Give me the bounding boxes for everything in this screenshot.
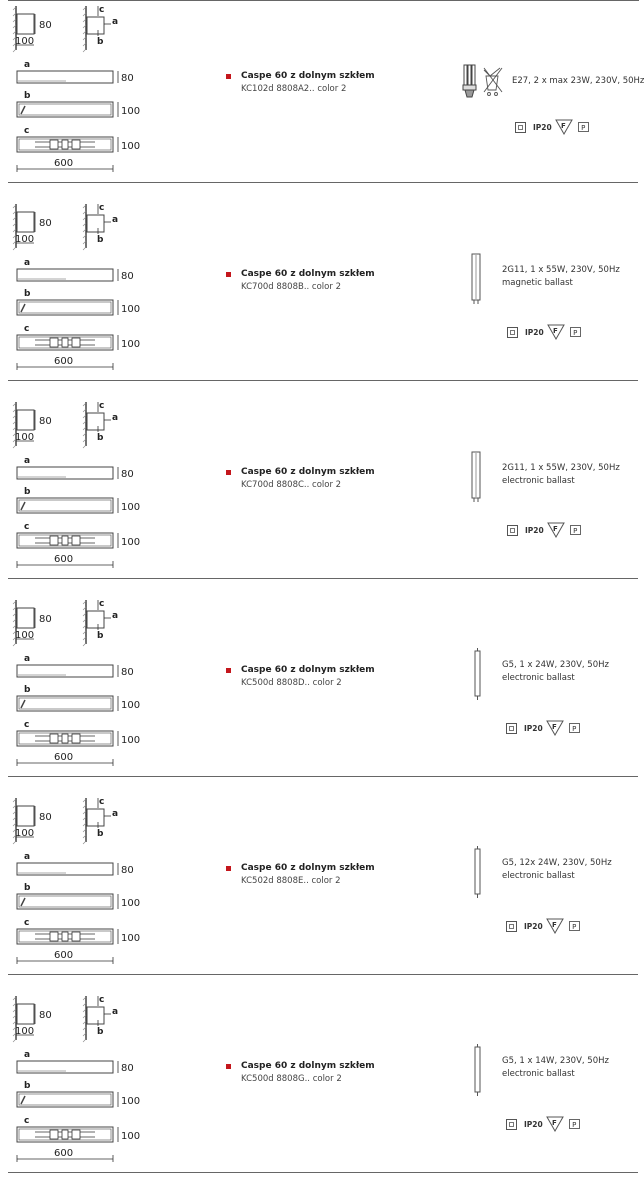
- product-code: KC500d 8808G.. color 2: [241, 1074, 342, 1084]
- label-c: c: [24, 720, 30, 730]
- lamp-icon: [474, 846, 482, 904]
- ip-rating: IP20: [524, 1119, 543, 1129]
- lamp-spec: [502, 264, 620, 290]
- dim-80-a: 80: [121, 469, 134, 480]
- svg-text:F: F: [551, 723, 557, 731]
- p-mark-icon: P: [578, 122, 589, 132]
- label-b: b: [24, 289, 31, 299]
- lamp-icon: [474, 1044, 482, 1102]
- label-a: a: [24, 654, 31, 664]
- product-code: KC700d 8808C.. color 2: [241, 480, 342, 490]
- dim-100-side: 100: [15, 234, 35, 245]
- spec-line-1: G5, 1 x 14W, 230V, 50Hz: [502, 1056, 609, 1066]
- bullet-icon: [226, 272, 231, 277]
- product-info: [226, 862, 446, 887]
- spec-line-2: electronic ballast: [502, 476, 575, 486]
- class-ii-icon: [515, 122, 526, 133]
- spec-line-1: E27, 2 x max 23W, 230V, 50Hz: [512, 76, 644, 86]
- label-b-side: b: [97, 433, 104, 443]
- label-a: a: [24, 60, 31, 70]
- dimension-drawing: [10, 2, 140, 180]
- label-c-side: c: [99, 401, 105, 411]
- svg-text:F: F: [560, 122, 566, 130]
- svg-text:F: F: [552, 525, 558, 533]
- dim-100-side: 100: [15, 36, 35, 47]
- row-divider: [8, 1172, 638, 1173]
- ip-rating: IP20: [524, 723, 543, 733]
- product-name[interactable]: Caspe 60 z dolnym szkłem: [241, 863, 375, 873]
- ip-rating: IP20: [524, 921, 543, 931]
- product-info: [226, 466, 446, 491]
- dim-80-a: 80: [121, 1063, 134, 1074]
- f-mark-icon: [547, 522, 565, 538]
- label-c: c: [24, 522, 30, 532]
- f-mark-icon: [555, 119, 573, 135]
- dimension-drawing: [10, 596, 140, 774]
- row-divider: [8, 380, 638, 381]
- row-divider: [8, 578, 638, 579]
- label-a-side: a: [112, 611, 119, 621]
- dim-100-b: 100: [121, 304, 140, 315]
- bullet-icon: [226, 668, 231, 673]
- bullet-icon: [226, 470, 231, 475]
- label-c-side: c: [99, 5, 105, 15]
- dim-600: 600: [54, 554, 74, 565]
- label-a: a: [24, 852, 31, 862]
- spec-line-2: magnetic ballast: [502, 278, 573, 288]
- bullet-icon: [226, 866, 231, 871]
- dim-600: 600: [54, 356, 74, 367]
- dim-80-a: 80: [121, 667, 134, 678]
- dim-600: 600: [54, 1148, 74, 1159]
- spec-line-2: electronic ballast: [502, 871, 575, 881]
- product-name[interactable]: Caspe 60 z dolnym szkłem: [241, 1061, 375, 1071]
- label-c: c: [24, 324, 30, 334]
- p-mark-icon: P: [569, 723, 580, 733]
- label-b: b: [24, 487, 31, 497]
- lamp-spec: [502, 857, 612, 883]
- dim-100-b: 100: [121, 700, 140, 711]
- certification-marks: [515, 119, 589, 135]
- f-mark-icon: [546, 918, 564, 934]
- dim-100-b: 100: [121, 1096, 140, 1107]
- p-mark-icon: P: [569, 1119, 580, 1129]
- spec-line-2: electronic ballast: [502, 673, 575, 683]
- label-a: a: [24, 456, 31, 466]
- dim-80-side: 80: [39, 416, 52, 427]
- top-divider: [8, 0, 639, 1]
- certification-marks: [506, 918, 580, 934]
- label-a-side: a: [112, 413, 119, 423]
- dim-100-c: 100: [121, 1131, 140, 1142]
- dimension-drawing: [10, 398, 140, 576]
- dim-100-c: 100: [121, 339, 140, 350]
- product-name[interactable]: Caspe 60 z dolnym szkłem: [241, 269, 375, 279]
- dim-100-side: 100: [15, 432, 35, 443]
- product-name[interactable]: Caspe 60 z dolnym szkłem: [241, 71, 375, 81]
- label-c-side: c: [99, 995, 105, 1005]
- lamp-spec: [512, 75, 644, 88]
- label-b-side: b: [97, 631, 104, 641]
- dim-80-side: 80: [39, 1010, 52, 1021]
- label-b-side: b: [97, 829, 104, 839]
- dimension-drawing: [10, 794, 140, 972]
- label-a-side: a: [112, 17, 119, 27]
- lamp-spec: [502, 462, 620, 488]
- spec-line-2: electronic ballast: [502, 1069, 575, 1079]
- product-info: [226, 1060, 446, 1085]
- product-code: KC502d 8808E.. color 2: [241, 876, 341, 886]
- product-row: [0, 596, 644, 794]
- ip-rating: IP20: [533, 122, 552, 132]
- label-b: b: [24, 91, 31, 101]
- label-c: c: [24, 1116, 30, 1126]
- svg-text:F: F: [551, 1119, 557, 1127]
- svg-text:F: F: [551, 921, 557, 929]
- p-mark-icon: P: [569, 921, 580, 931]
- label-a-side: a: [112, 1007, 119, 1017]
- product-info: [226, 268, 446, 293]
- class-ii-icon: [506, 723, 517, 734]
- dim-80-side: 80: [39, 218, 52, 229]
- bullet-icon: [226, 74, 231, 79]
- lamp-spec: [502, 659, 609, 685]
- dim-80-side: 80: [39, 20, 52, 31]
- label-a: a: [24, 1050, 31, 1060]
- dim-80-a: 80: [121, 73, 134, 84]
- row-divider: [8, 974, 638, 975]
- dim-80-a: 80: [121, 271, 134, 282]
- dim-600: 600: [54, 950, 74, 961]
- certification-marks: [507, 522, 581, 538]
- lamp-spec: [502, 1055, 609, 1081]
- product-row: [0, 200, 644, 398]
- ip-rating: IP20: [525, 525, 544, 535]
- bullet-icon: [226, 1064, 231, 1069]
- dim-600: 600: [54, 158, 74, 169]
- lamp-icon: [462, 64, 508, 104]
- label-b: b: [24, 883, 31, 893]
- f-mark-icon: [546, 720, 564, 736]
- dim-100-b: 100: [121, 898, 140, 909]
- class-ii-icon: [507, 327, 518, 338]
- row-divider: [8, 182, 638, 183]
- dimension-drawing: [10, 992, 140, 1170]
- ip-rating: IP20: [525, 327, 544, 337]
- dim-100-side: 100: [15, 828, 35, 839]
- f-mark-icon: [547, 324, 565, 340]
- dim-80-a: 80: [121, 865, 134, 876]
- label-a-side: a: [112, 215, 119, 225]
- product-row: [0, 2, 644, 200]
- product-code: KC102d 8808A2.. color 2: [241, 84, 347, 94]
- f-mark-icon: [546, 1116, 564, 1132]
- certification-marks: [506, 720, 580, 736]
- dim-80-side: 80: [39, 614, 52, 625]
- dim-100-c: 100: [121, 735, 140, 746]
- dimension-drawing: [10, 200, 140, 378]
- class-ii-icon: [506, 921, 517, 932]
- svg-text:F: F: [552, 327, 558, 335]
- certification-marks: [507, 324, 581, 340]
- class-ii-icon: [506, 1119, 517, 1130]
- product-name[interactable]: Caspe 60 z dolnym szkłem: [241, 467, 375, 477]
- spec-line-1: G5, 12x 24W, 230V, 50Hz: [502, 858, 612, 868]
- lamp-icon: [471, 253, 481, 309]
- label-a: a: [24, 258, 31, 268]
- product-info: [226, 70, 446, 95]
- p-mark-icon: P: [570, 525, 581, 535]
- p-mark-icon: P: [570, 327, 581, 337]
- lamp-icon: [474, 648, 482, 706]
- dim-100-c: 100: [121, 141, 140, 152]
- class-ii-icon: [507, 525, 518, 536]
- label-c-side: c: [99, 599, 105, 609]
- product-code: KC700d 8808B.. color 2: [241, 282, 341, 292]
- label-b-side: b: [97, 235, 104, 245]
- dim-100-side: 100: [15, 630, 35, 641]
- product-row: [0, 794, 644, 992]
- spec-line-1: 2G11, 1 x 55W, 230V, 50Hz: [502, 463, 620, 473]
- label-b: b: [24, 1081, 31, 1091]
- label-b-side: b: [97, 1027, 104, 1037]
- dim-600: 600: [54, 752, 74, 763]
- label-b-side: b: [97, 37, 104, 47]
- dim-80-side: 80: [39, 812, 52, 823]
- dim-100-c: 100: [121, 537, 140, 548]
- product-info: [226, 664, 446, 689]
- row-divider: [8, 776, 638, 777]
- dim-100-c: 100: [121, 933, 140, 944]
- certification-marks: [506, 1116, 580, 1132]
- spec-line-1: G5, 1 x 24W, 230V, 50Hz: [502, 660, 609, 670]
- product-name[interactable]: Caspe 60 z dolnym szkłem: [241, 665, 375, 675]
- spec-line-1: 2G11, 1 x 55W, 230V, 50Hz: [502, 265, 620, 275]
- dim-100-side: 100: [15, 1026, 35, 1037]
- lamp-icon: [471, 451, 481, 507]
- label-c-side: c: [99, 203, 105, 213]
- label-c: c: [24, 918, 30, 928]
- label-c: c: [24, 126, 30, 136]
- label-c-side: c: [99, 797, 105, 807]
- dim-100-b: 100: [121, 502, 140, 513]
- label-a-side: a: [112, 809, 119, 819]
- label-b: b: [24, 685, 31, 695]
- product-row: [0, 398, 644, 596]
- product-row: [0, 992, 644, 1190]
- dim-100-b: 100: [121, 106, 140, 117]
- product-code: KC500d 8808D.. color 2: [241, 678, 342, 688]
